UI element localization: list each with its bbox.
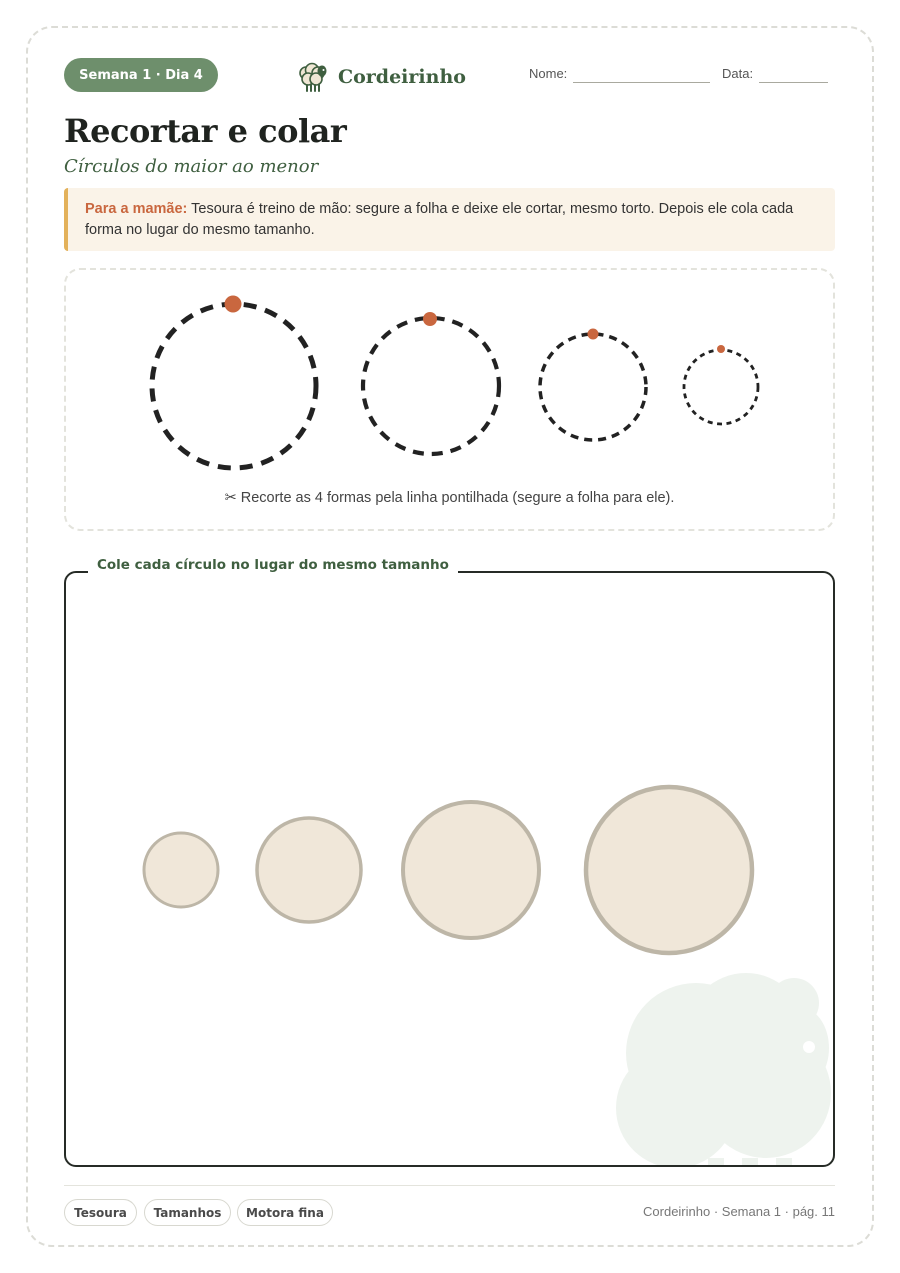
brand xyxy=(296,58,466,96)
tag-tamanhos: Tamanhos xyxy=(144,1199,231,1226)
parent-note-lead: Para a mamãe: xyxy=(85,201,188,217)
name-field[interactable] xyxy=(573,82,710,83)
date-label: Data: xyxy=(722,66,754,81)
cut-circle-small[interactable] xyxy=(684,350,758,424)
page-title: Recortar e colar xyxy=(64,112,347,150)
start-dot-icon xyxy=(423,312,437,326)
start-dot-icon xyxy=(225,296,242,313)
paste-target-large[interactable] xyxy=(403,802,539,938)
cut-circle-medium[interactable] xyxy=(540,334,646,440)
date-field[interactable] xyxy=(759,82,828,83)
parent-note xyxy=(64,188,835,251)
cut-circle-large[interactable] xyxy=(363,318,499,454)
sheep-watermark-icon xyxy=(616,973,831,1167)
tag-motora-fina: Motora fina xyxy=(237,1199,333,1226)
page-info: Cordeirinho · Semana 1 · pág. 11 xyxy=(643,1204,835,1219)
paste-target-largest[interactable] xyxy=(586,787,752,953)
footer-divider xyxy=(64,1185,835,1186)
parent-note-text: Tesoura é treino de mão: segure a folha e deixe ele cortar, mesmo torto. Depois ele cola cada forma no lugar do mesmo tamanho. xyxy=(85,201,794,238)
paste-area xyxy=(64,571,835,1167)
start-dot-icon xyxy=(588,329,599,340)
paste-target-small[interactable] xyxy=(144,833,218,907)
brand-name: Cordeirinho xyxy=(338,66,466,88)
page-subtitle: Círculos do maior ao menor xyxy=(64,156,319,177)
paste-targets xyxy=(66,573,835,1167)
start-dot-icon xyxy=(717,345,725,353)
cut-instructions: ✂ Recorte as 4 formas pela linha pontilhada (segure a folha para ele). xyxy=(224,490,675,506)
tag-tesoura: Tesoura xyxy=(64,1199,137,1226)
sheep-logo-icon xyxy=(296,59,330,95)
name-label: Nome: xyxy=(529,66,568,81)
week-day-badge: Semana 1 · Dia 4 xyxy=(64,58,218,92)
paste-area-title: Cole cada círculo no lugar do mesmo tamanho xyxy=(88,557,458,573)
cut-circle-largest[interactable] xyxy=(152,304,316,468)
paste-target-medium[interactable] xyxy=(257,818,361,922)
